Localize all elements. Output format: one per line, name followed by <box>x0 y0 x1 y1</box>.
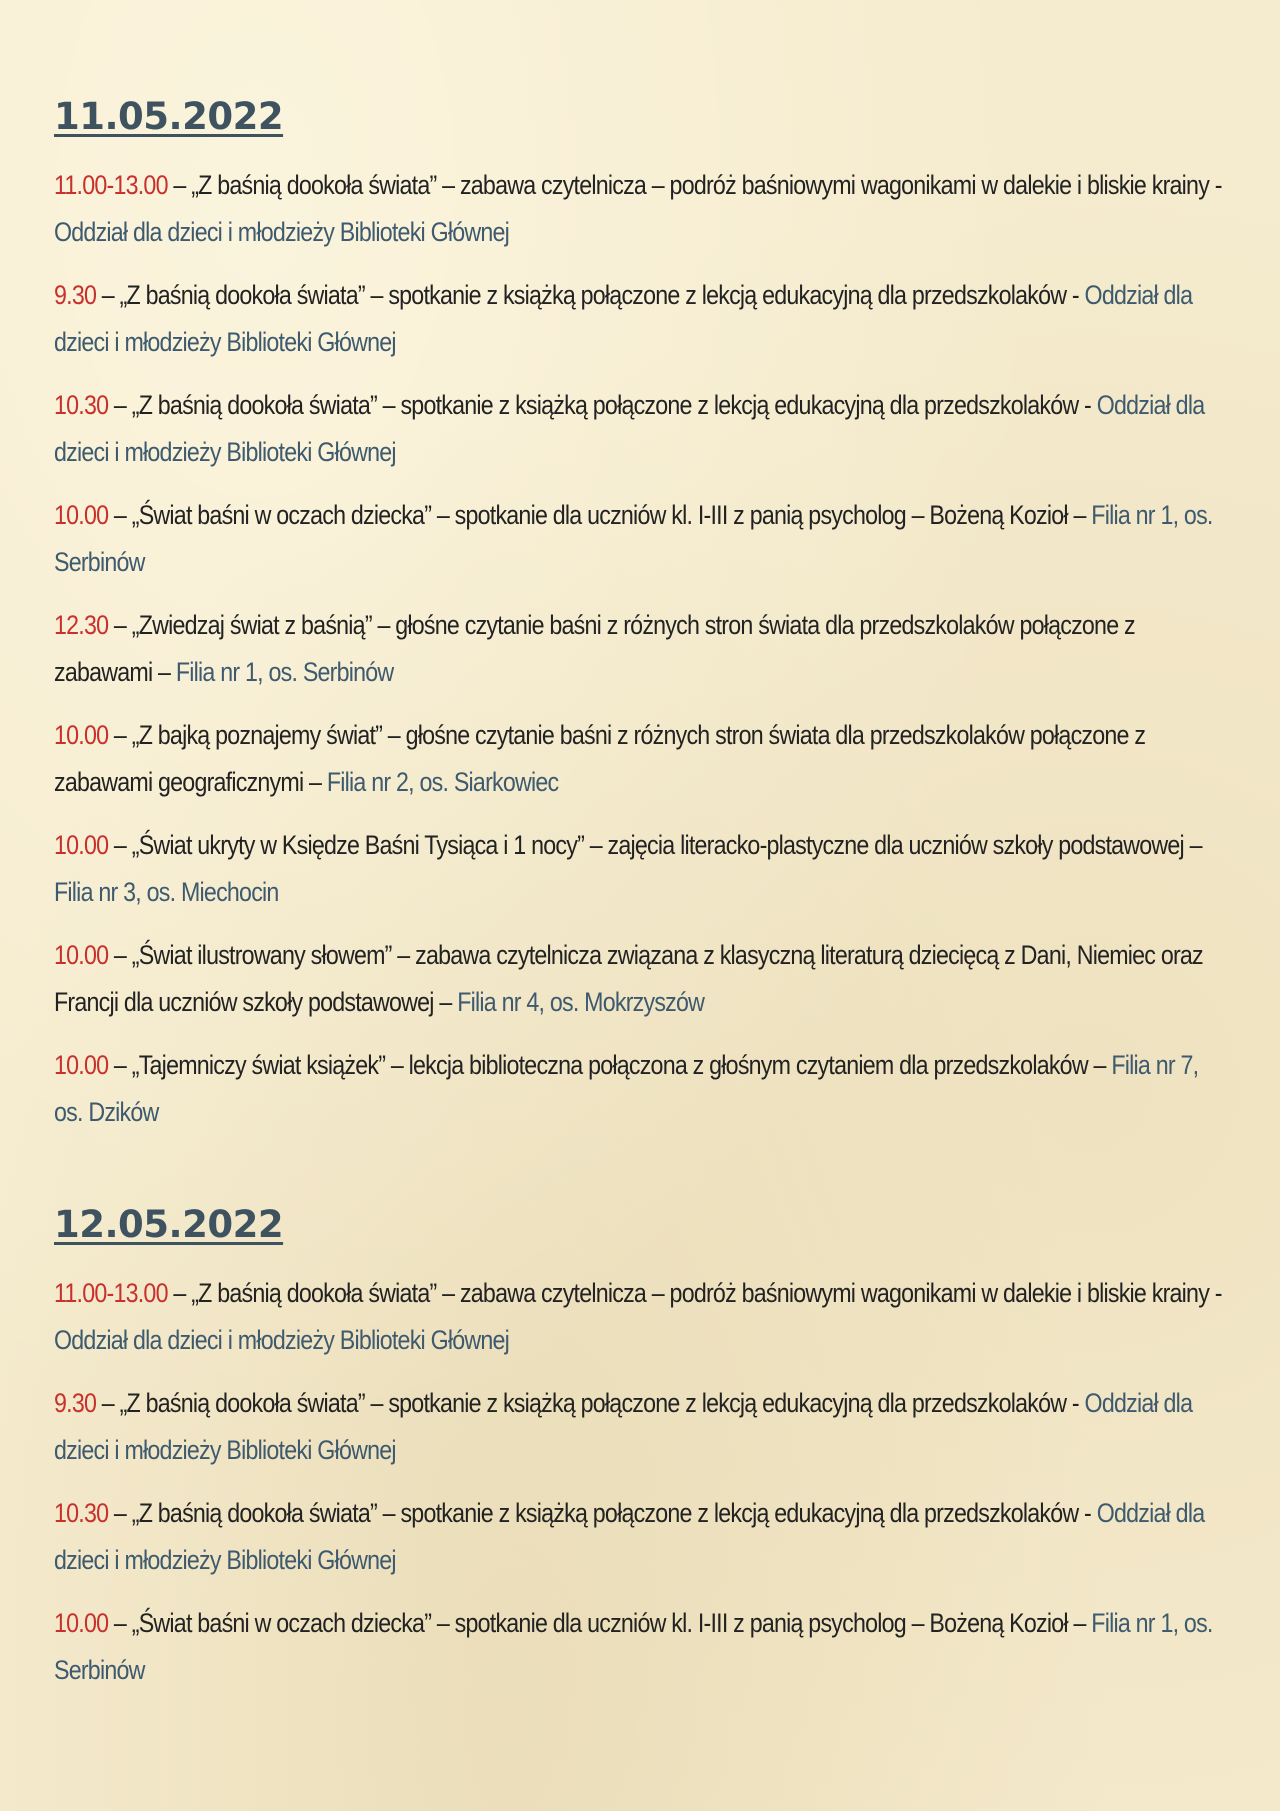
event-location: Oddział dla dzieci i młodzieży Biblioteki Głównej <box>54 1498 1205 1575</box>
event-description: „Świat ilustrowany słowem” – zabawa czytelnicza związana z klasyczną literaturą dziecięcą z Dani, Niemiec oraz Francji dla uczniów szkoły podstawowej – <box>54 940 1203 1017</box>
event-time: 10.00 <box>54 500 109 530</box>
event-list <box>54 1270 1232 1694</box>
event-location: Filia nr 7, os. Dzików <box>54 1050 1199 1127</box>
event-description: „Świat baśni w oczach dziecka” – spotkanie dla uczniów kl. I-III z panią psycholog – Bożeną Kozioł – <box>131 500 1092 530</box>
event-time: 10.00 <box>54 1050 109 1080</box>
event-separator: – <box>108 390 132 420</box>
event-location: Filia nr 2, os. Siarkowiec <box>326 767 559 797</box>
event-separator: – <box>108 1498 132 1528</box>
event-time: 11.00-13.00 <box>54 1278 168 1308</box>
event-time: 12.30 <box>54 610 109 640</box>
event-location: Filia nr 1, os. Serbinów <box>175 657 394 687</box>
event-description: „Z baśnią dookoła świata” – spotkanie z książką połączone z lekcją edukacyjną dla przedszkolaków - <box>131 1498 1097 1528</box>
event-time: 10.00 <box>54 720 109 750</box>
event-separator: – <box>108 500 132 530</box>
event-item <box>54 272 1232 366</box>
event-description: „Świat ukryty w Księdze Baśni Tysiąca i 1 nocy” – zajęcia literacko-plastyczne dla uczniów szkoły podstawowej – <box>131 830 1202 860</box>
event-separator: – <box>108 1608 132 1638</box>
event-time: 10.00 <box>54 830 109 860</box>
event-separator: – <box>108 610 132 640</box>
event-separator: – <box>96 280 120 310</box>
event-separator: – <box>108 940 132 970</box>
event-description: „Świat baśni w oczach dziecka” – spotkanie dla uczniów kl. I-III z panią psycholog – Bożeną Kozioł – <box>131 1608 1092 1638</box>
event-description: „Tajemniczy świat książek” – lekcja biblioteczna połączona z głośnym czytaniem dla przedszkolaków – <box>131 1050 1112 1080</box>
event-description: „Z baśnią dookoła świata” – zabawa czytelnicza – podróż baśniowymi wagonikami w dalekie i bliskie krainy - <box>191 170 1222 200</box>
event-location: Filia nr 1, os. Serbinów <box>54 1608 1213 1685</box>
event-separator: – <box>108 720 132 750</box>
event-list <box>54 162 1232 1136</box>
event-separator: – <box>167 170 192 200</box>
event-description: „Z baśnią dookoła świata” – spotkanie z książką połączone z lekcją edukacyjną dla przedszkolaków - <box>119 1388 1085 1418</box>
event-time: 10.00 <box>54 940 109 970</box>
event-location: Oddział dla dzieci i młodzieży Biblioteki Głównej <box>54 390 1205 467</box>
event-location: Oddział dla dzieci i młodzieży Biblioteki Głównej <box>54 280 1193 357</box>
event-description: „Z bajką poznajemy świat” – głośne czytanie baśni z różnych stron świata dla przedszkolaków połączone z zabawami geograficznymi – <box>54 720 1146 797</box>
event-location: Filia nr 1, os. Serbinów <box>54 500 1213 577</box>
day-section-1 <box>54 92 1232 1136</box>
date-heading: 11.05.2022 <box>54 95 284 138</box>
event-separator: – <box>96 1388 120 1418</box>
event-item <box>54 1600 1232 1694</box>
event-location: Oddział dla dzieci i młodzieży Biblioteki Głównej <box>54 217 510 247</box>
event-description: „Zwiedzaj świat z baśnią” – głośne czytanie baśni z różnych stron świata dla przedszkolaków połączone z zabawami – <box>54 610 1135 687</box>
date-heading: 12.05.2022 <box>54 1203 284 1246</box>
event-time: 10.30 <box>54 1498 109 1528</box>
event-description: „Z baśnią dookoła świata” – spotkanie z książką połączone z lekcją edukacyjną dla przedszkolaków - <box>119 280 1085 310</box>
day-section-2 <box>54 1200 1232 1694</box>
event-item <box>54 162 1232 256</box>
event-location: Oddział dla dzieci i młodzieży Biblioteki Głównej <box>54 1388 1193 1465</box>
event-item <box>54 382 1232 476</box>
event-description: „Z baśnią dookoła świata” – zabawa czytelnicza – podróż baśniowymi wagonikami w dalekie i bliskie krainy - <box>191 1278 1222 1308</box>
event-time: 10.30 <box>54 390 109 420</box>
event-item <box>54 492 1232 586</box>
event-item <box>54 822 1232 916</box>
event-separator: – <box>108 830 132 860</box>
event-item <box>54 602 1232 696</box>
event-item <box>54 932 1232 1026</box>
event-item <box>54 1042 1232 1136</box>
event-location: Filia nr 3, os. Miechocin <box>54 877 279 907</box>
event-location: Oddział dla dzieci i młodzieży Biblioteki Głównej <box>54 1325 510 1355</box>
event-description: „Z baśnią dookoła świata” – spotkanie z książką połączone z lekcją edukacyjną dla przedszkolaków - <box>131 390 1097 420</box>
event-item <box>54 1380 1232 1474</box>
event-time: 10.00 <box>54 1608 109 1638</box>
event-time: 9.30 <box>54 280 97 310</box>
event-item <box>54 712 1232 806</box>
event-separator: – <box>167 1278 192 1308</box>
event-item <box>54 1490 1232 1584</box>
event-time: 9.30 <box>54 1388 97 1418</box>
event-time: 11.00-13.00 <box>54 170 168 200</box>
event-item <box>54 1270 1232 1364</box>
event-location: Filia nr 4, os. Mokrzyszów <box>457 987 705 1017</box>
event-separator: – <box>108 1050 132 1080</box>
